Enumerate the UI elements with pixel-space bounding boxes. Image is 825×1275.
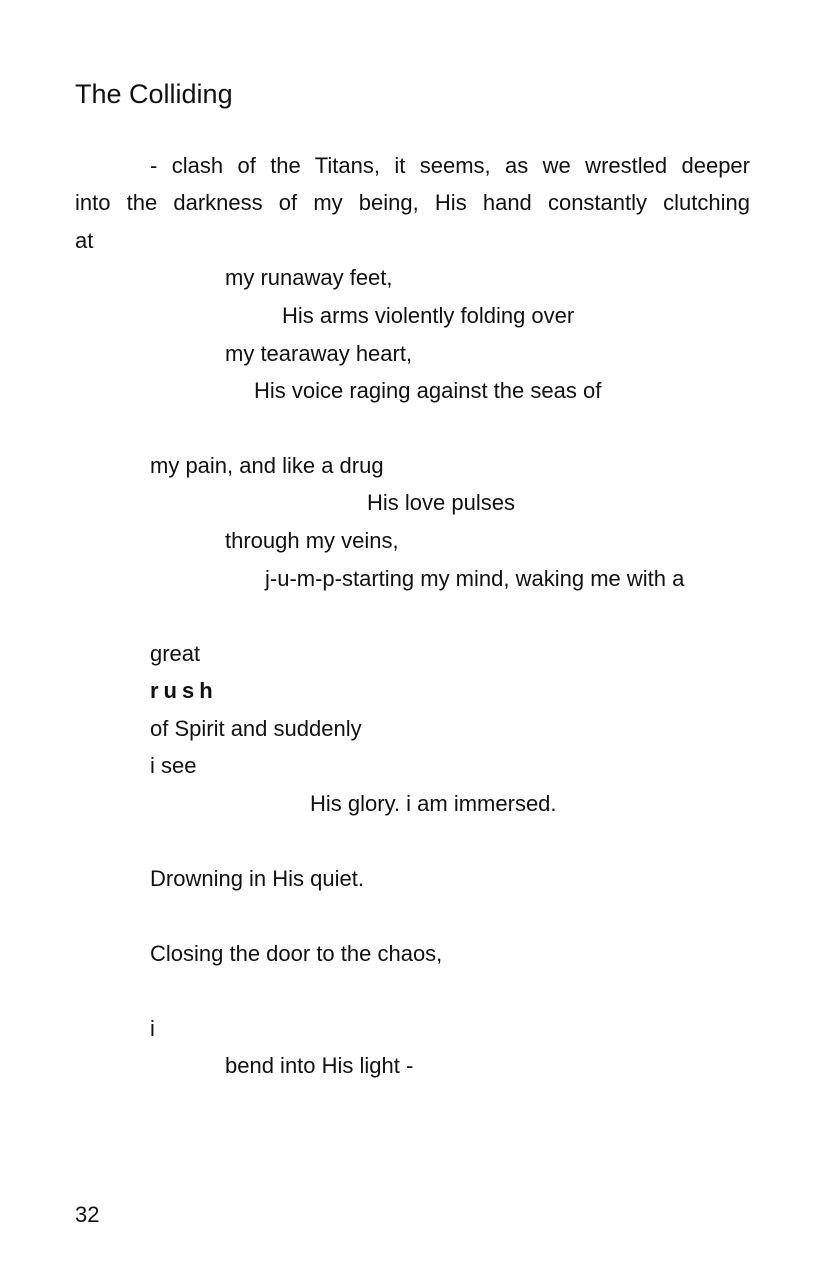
poem-line-7: His voice raging against the seas of — [254, 378, 602, 403]
poem-line-10: through my veins, — [225, 528, 399, 553]
poem-line-18: Closing the door to the chaos, — [150, 941, 443, 966]
poem-line-5: His arms violently folding over — [282, 303, 575, 328]
poem-line-16: His glory. i am immersed. — [310, 791, 557, 816]
poem-line-8: my pain, and like a drug — [150, 453, 384, 478]
poem-line-4: my runaway feet, — [225, 265, 393, 290]
poem-line-2: into the darkness of my being, His hand constantly clutching — [75, 190, 750, 215]
poem-line-3: at — [75, 228, 94, 253]
poem-title: The Colliding — [75, 79, 233, 109]
poem-line-13-emphasis: rush — [150, 678, 218, 703]
poem-line-12: great — [150, 641, 201, 666]
poem-line-15: i see — [150, 753, 197, 778]
poem-line-1: - clash of the Titans, it seems, as we wrestled deeper — [150, 153, 750, 178]
poem-line-20: bend into His light - — [225, 1053, 414, 1078]
page-number: 32 — [75, 1202, 100, 1227]
poem-line-9: His love pulses — [367, 490, 515, 515]
poem-line-19: i — [150, 1016, 155, 1041]
poem-line-6: my tearaway heart, — [225, 341, 413, 366]
poem-line-14: of Spirit and suddenly — [150, 716, 362, 741]
poem-line-11: j-u-m-p-starting my mind, waking me with a — [265, 566, 685, 591]
poem-line-17: Drowning in His quiet. — [150, 866, 364, 891]
